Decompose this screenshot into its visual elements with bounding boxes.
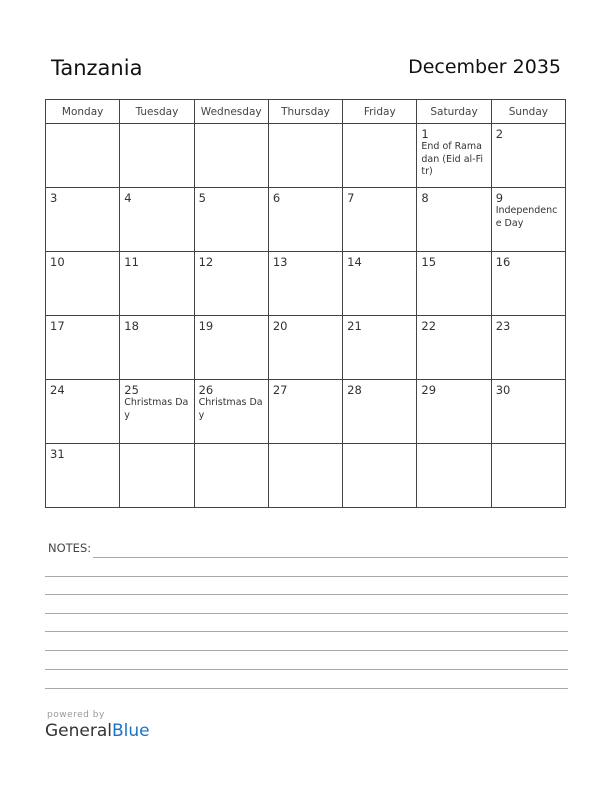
holiday-label: Christmas Day: [198, 397, 263, 421]
day-cell: [417, 188, 491, 252]
day-number: 3: [50, 191, 58, 205]
week-row: [46, 380, 566, 444]
day-cell: [120, 252, 194, 316]
day-number: 19: [198, 319, 214, 333]
brand-general: General: [45, 721, 112, 741]
day-number: 18: [124, 319, 139, 333]
weekday-sunday: Sunday: [491, 100, 565, 124]
day-cell: [120, 188, 194, 252]
country-title: Tanzania: [51, 56, 143, 80]
day-cell: [194, 124, 268, 188]
day-cell: [120, 124, 194, 188]
day-number: 20: [272, 319, 288, 333]
day-number: 28: [347, 383, 362, 397]
day-number: 27: [272, 383, 288, 397]
day-cell: [491, 380, 565, 444]
day-cell: [417, 124, 491, 188]
note-line: [45, 631, 568, 632]
day-number: 14: [347, 255, 362, 269]
day-cell: [46, 124, 120, 188]
weekday-saturday: Saturday: [417, 100, 491, 124]
day-number: 8: [421, 191, 429, 205]
day-cell: [120, 380, 194, 444]
day-cell: [417, 252, 491, 316]
weekday-thursday: Thursday: [268, 100, 342, 124]
day-number: 11: [124, 255, 139, 269]
day-number: 5: [198, 191, 206, 205]
note-line: [45, 613, 568, 614]
day-number: 13: [272, 255, 288, 269]
day-cell: [46, 444, 120, 508]
day-cell: [491, 316, 565, 380]
day-number: 17: [50, 319, 65, 333]
day-cell: [268, 188, 342, 252]
day-cell: [268, 380, 342, 444]
day-cell: [491, 252, 565, 316]
day-number: 2: [495, 127, 504, 141]
day-cell: [343, 316, 417, 380]
note-line: [45, 576, 568, 577]
day-cell: [46, 188, 120, 252]
day-cell: [194, 444, 268, 508]
day-number: 15: [421, 255, 437, 269]
day-cell: [194, 316, 268, 380]
day-cell: [417, 380, 491, 444]
day-number: 24: [50, 383, 65, 397]
day-cell: [343, 252, 417, 316]
day-cell: [343, 124, 417, 188]
day-cell: [491, 444, 565, 508]
holiday-label: End of Ramadan (Eid al-Fitr): [421, 141, 483, 177]
note-line: [45, 669, 568, 670]
week-row: [46, 316, 566, 380]
day-number: 6: [272, 191, 281, 205]
day-number: 29: [421, 383, 437, 397]
day-cell: [491, 124, 565, 188]
brand-blue: Blue: [112, 721, 150, 741]
weekday-monday: Monday: [46, 100, 120, 124]
day-number: 30: [495, 383, 511, 397]
day-number: 12: [198, 255, 214, 269]
note-line: [45, 650, 568, 651]
day-cell: [268, 124, 342, 188]
day-cell: [268, 316, 342, 380]
day-number: 31: [50, 447, 65, 461]
day-cell: [194, 252, 268, 316]
month-year-title: December 2035: [408, 56, 561, 78]
day-number: 23: [495, 319, 511, 333]
weekday-wednesday: Wednesday: [194, 100, 268, 124]
day-number: 22: [421, 319, 437, 333]
day-cell: [268, 444, 342, 508]
day-cell: [417, 444, 491, 508]
day-cell: [343, 444, 417, 508]
day-cell: [268, 252, 342, 316]
note-line: [45, 688, 568, 689]
weekday-header-row: [46, 100, 566, 124]
day-cell: [120, 444, 194, 508]
week-row: [46, 252, 566, 316]
week-row: [46, 124, 566, 188]
day-cell: [46, 316, 120, 380]
day-number: 25: [124, 383, 139, 397]
day-cell: [343, 188, 417, 252]
day-number: 9: [495, 191, 504, 205]
holiday-label: Christmas Day: [124, 397, 189, 421]
day-number: 4: [124, 191, 132, 205]
day-cell: [46, 380, 120, 444]
day-number: 1: [421, 127, 429, 141]
day-number: 26: [198, 383, 214, 397]
generalblue-logo[interactable]: [45, 721, 150, 741]
day-cell: [491, 188, 565, 252]
day-number: 16: [495, 255, 511, 269]
day-cell: [120, 316, 194, 380]
notes-label: NOTES:: [48, 541, 92, 555]
holiday-label: Independence Day: [495, 205, 558, 229]
day-number: 10: [50, 255, 65, 269]
week-row: [46, 188, 566, 252]
weekday-friday: Friday: [343, 100, 417, 124]
day-cell: [194, 380, 268, 444]
note-line: [93, 557, 568, 558]
day-cell: [194, 188, 268, 252]
week-row: [46, 444, 566, 508]
day-cell: [343, 380, 417, 444]
weekday-tuesday: Tuesday: [120, 100, 194, 124]
powered-by-text: powered by: [47, 710, 105, 720]
day-cell: [46, 252, 120, 316]
note-line: [45, 594, 568, 595]
day-number: 21: [347, 319, 362, 333]
day-number: 7: [347, 191, 355, 205]
day-cell: [417, 316, 491, 380]
calendar-grid: [45, 99, 566, 508]
